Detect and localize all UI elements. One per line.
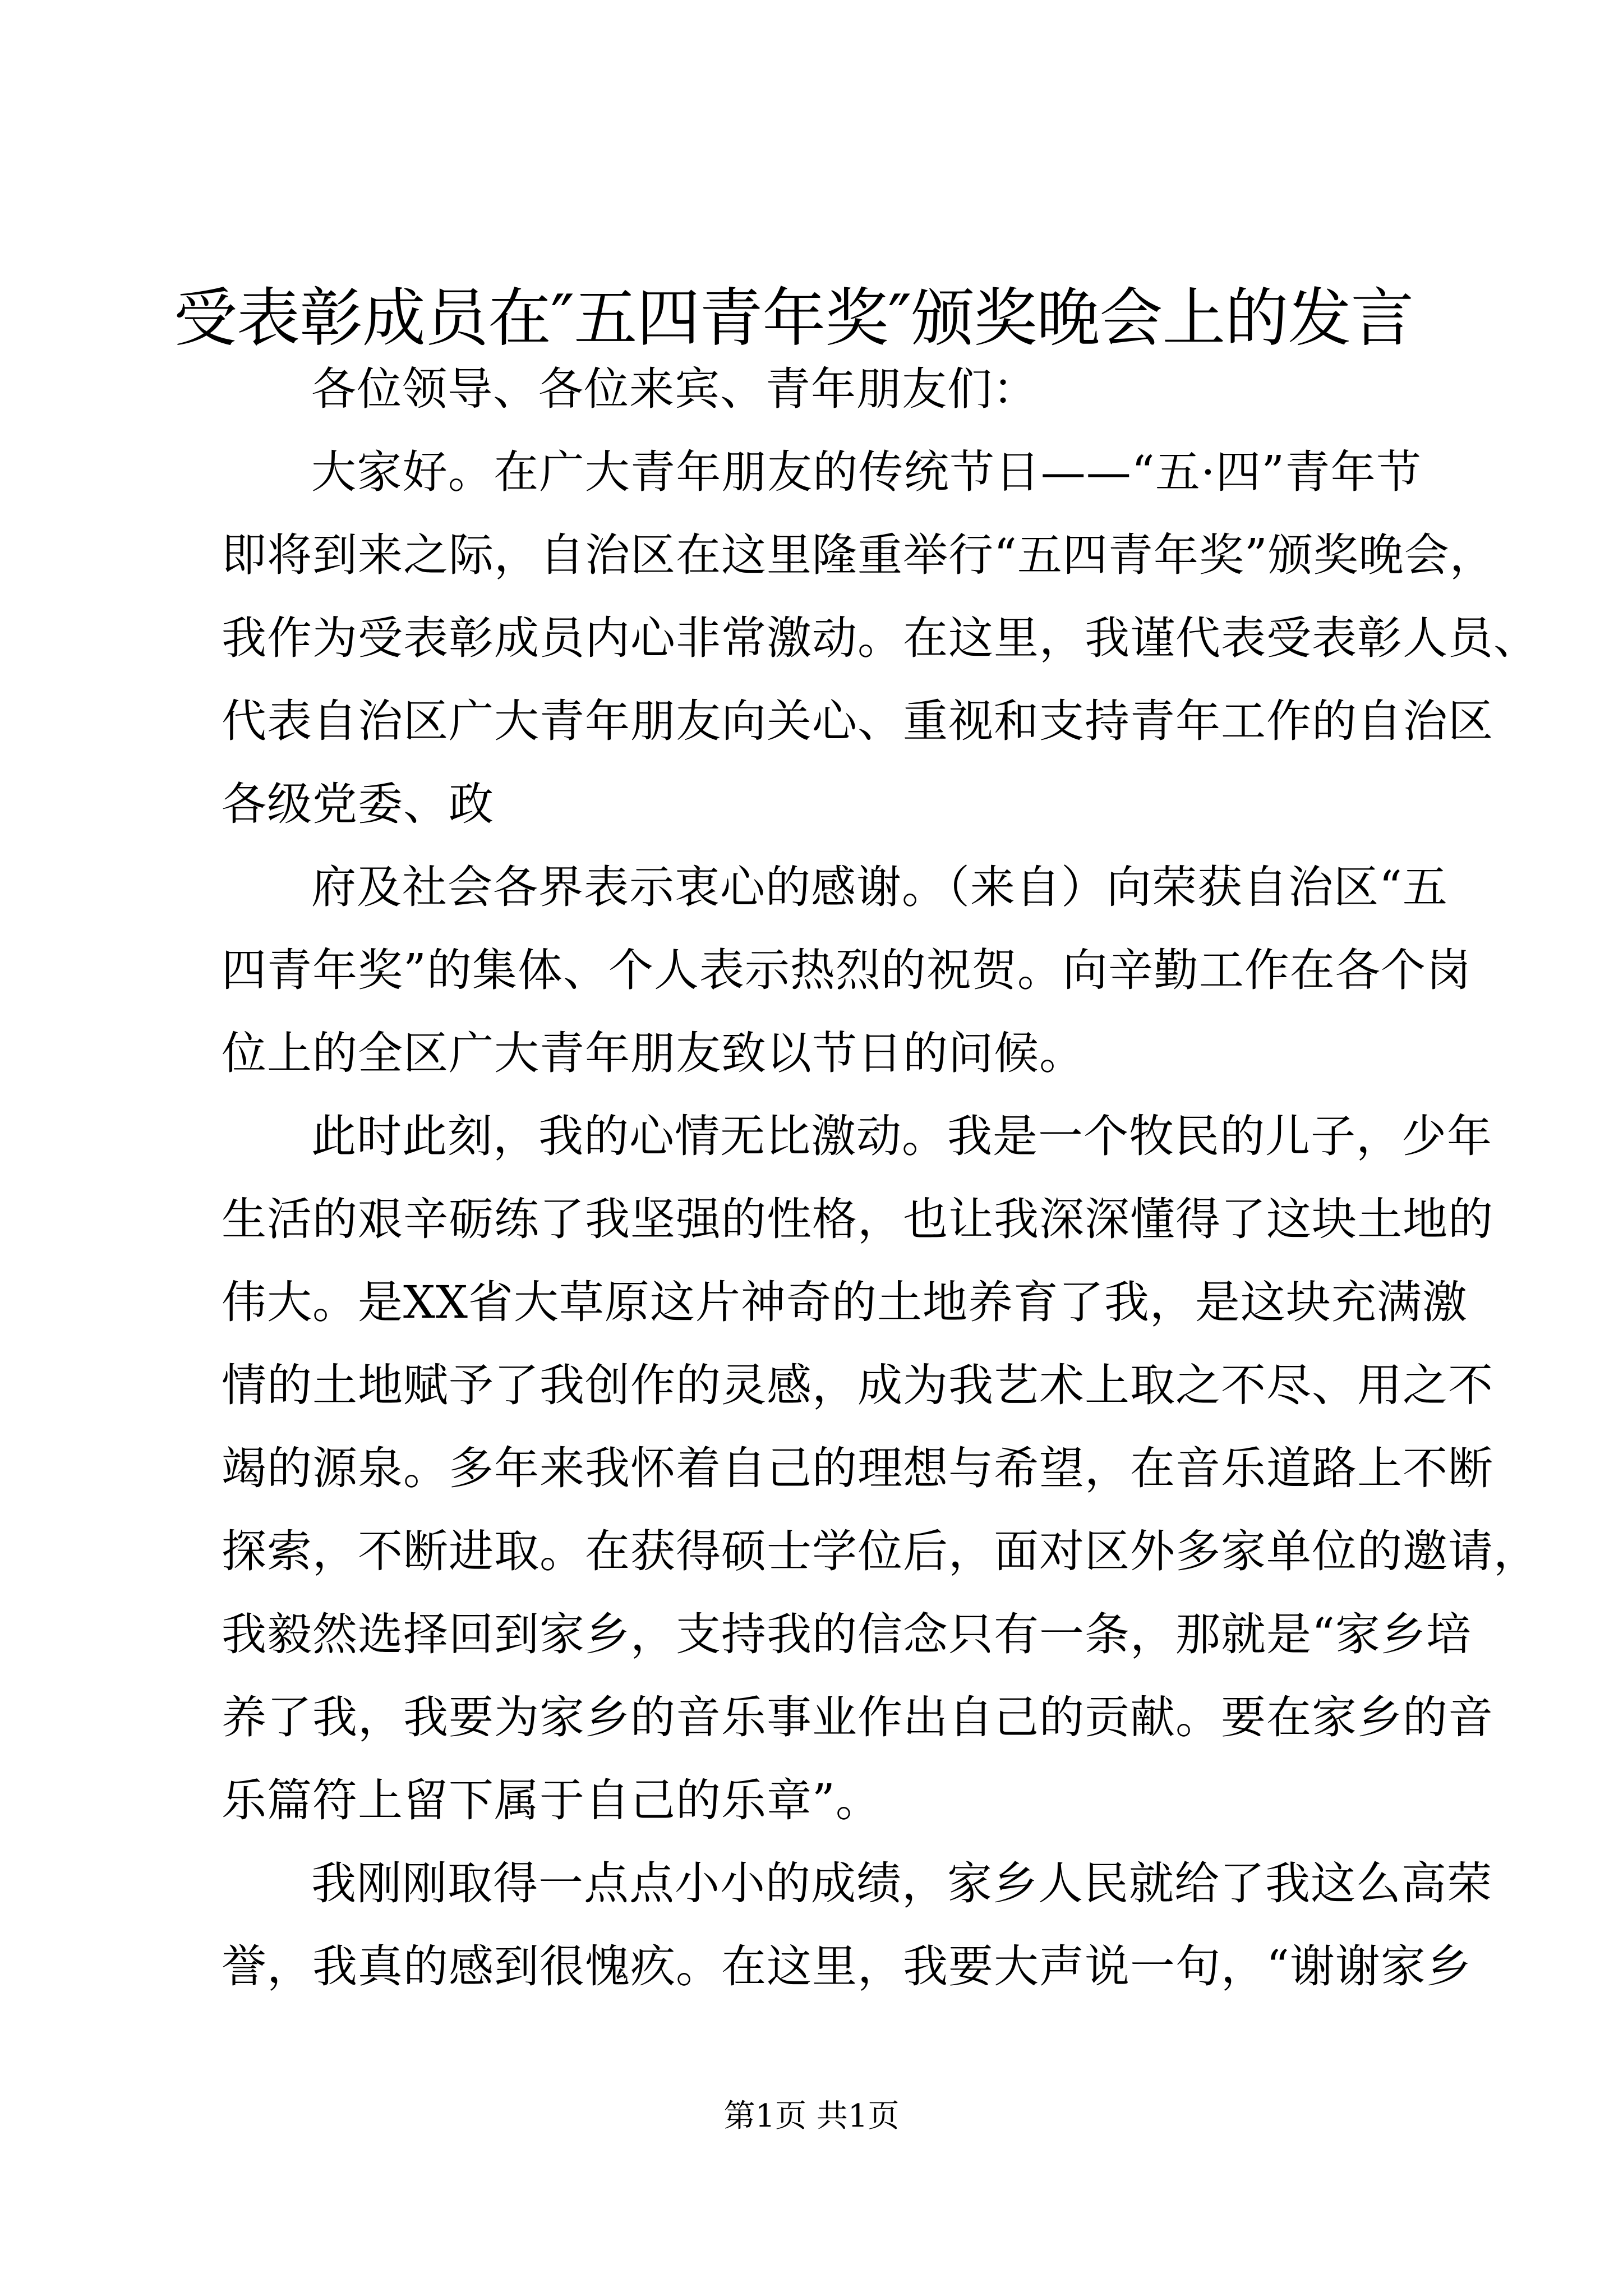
text-line: 此时此刻，我的心情无比激动。我是一个牧民的儿子，少年 [311,1110,1492,1162]
text-line: 誉，我真的感到很愧疚。在这里，我要大声说一句，“谢谢家乡 [222,1940,1472,1993]
text-line: 各位领导、各位来宾、青年朋友们： [311,363,1038,415]
text-line: 生活的艰辛砺练了我坚强的性格，也让我深深懂得了这块土地的 [222,1193,1493,1245]
page-footer: 第1页 共1页 [723,2098,900,2134]
text-line: 四青年奖”的集体、个人表示热烈的祝贺。向辛勤工作在各个岗 [222,944,1472,996]
text-line: 我刚刚取得一点点小小的成绩，家乡人民就给了我这么高荣 [311,1857,1492,1910]
text-line: 各级党委、政 [222,778,494,830]
text-line: 乐篇符上留下属于自己的乐章”。 [222,1774,881,1826]
text-line: 伟大。是XX省大草原这片神奇的土地养育了我，是这块充满激 [222,1276,1468,1328]
paragraph-opening [222,431,1539,846]
text-line: 位上的全区广大青年朋友致以节日的问候。 [222,1027,1085,1079]
text-line: 我作为受表彰成员内心非常激动。在这里，我谨代表受表彰人员、 [222,612,1539,664]
text-line: 代表自治区广大青年朋友向关心、重视和支持青年工作的自治区 [222,695,1493,747]
paragraph-gratitude [222,1842,1492,2008]
text-line: 竭的源泉。多年来我怀着自己的理想与希望，在音乐道路上不断 [222,1442,1493,1494]
paragraph-greeting [222,348,1422,431]
text-line: 府及社会各界表示衷心的感谢。（来自）向荣获自治区“五 [311,861,1448,913]
text-line: 探索，不断进取。在获得硕士学位后，面对区外多家单位的邀请， [222,1525,1539,1577]
paragraph-story [222,1095,1539,1842]
text-line: 养了我，我要为家乡的音乐事业作出自己的贡献。要在家乡的音 [222,1691,1493,1743]
paragraph-thanks [222,846,1472,1095]
document-body [222,348,1539,2008]
text-line: 我毅然选择回到家乡，支持我的信念只有一条，那就是“家乡培 [222,1608,1472,1660]
text-line: 情的土地赋予了我创作的灵感，成为我艺术上取之不尽、用之不 [222,1359,1493,1411]
text-line: 即将到来之际，自治区在这里隆重举行“五四青年奖”颁奖晚会， [222,529,1495,581]
document-title: 受表彰成员在″五四青年奖″颁奖晚会上的发言 [174,281,1414,355]
text-line: 大家好。在广大青年朋友的传统节日——“五·四”青年节 [311,446,1422,498]
